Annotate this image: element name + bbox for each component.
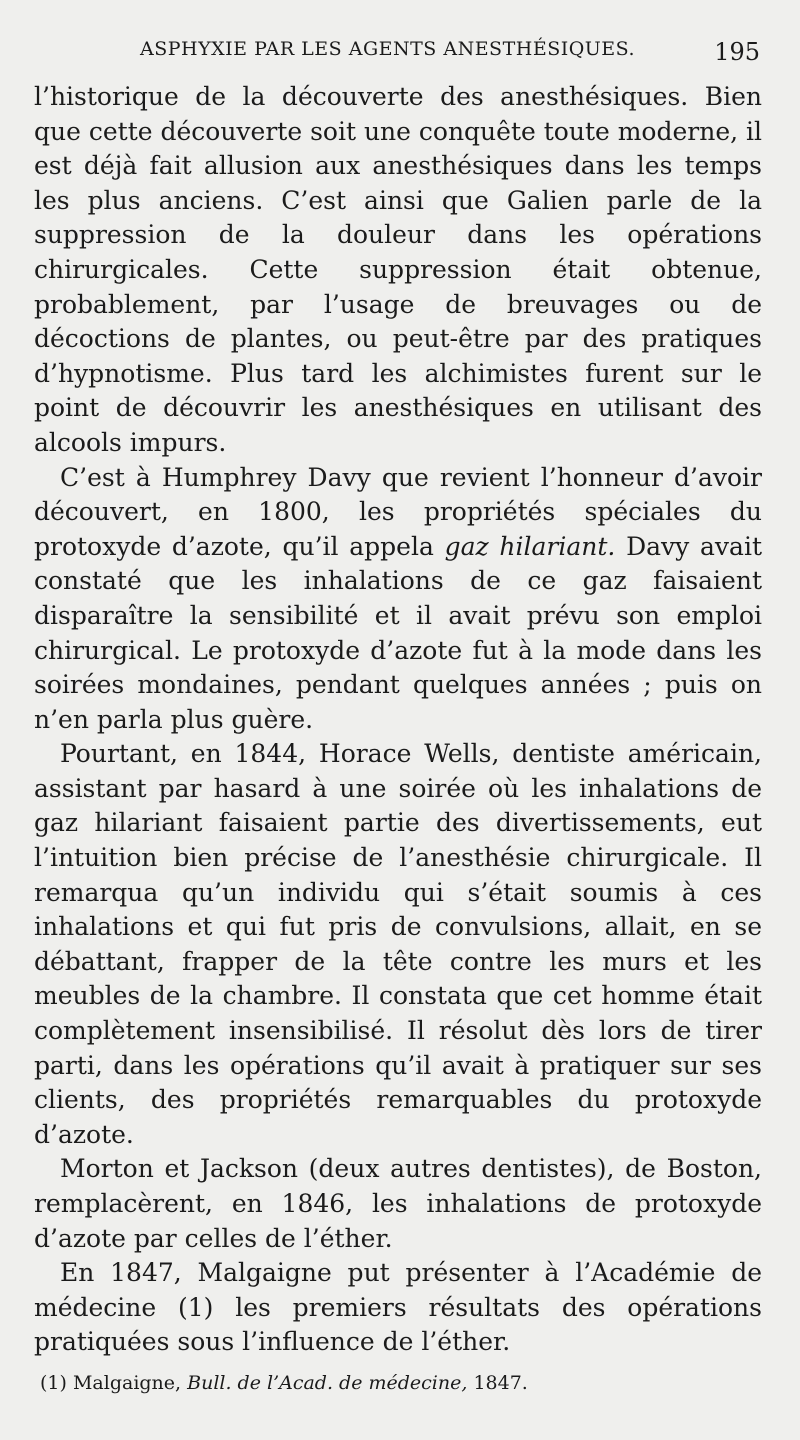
running-header: [0, 30, 800, 80]
paragraph-history: l’historique de la découverte des anesthésiques. Bien que cette découverte soit une conquête toute moderne, il est déjà fait allusion aux anesthésiques dans les temps les plus anciens. C’est ainsi que Galien parle de la suppression de la douleur dans les opérations chirurgicales. Cette suppression était obtenue, probablement, par l’usage de breuvages ou de décoctions de plantes, ou peut-être par des pratiques d’hypnotisme. Plus tard les alchimistes furent sur le point de découvrir les anesthésiques en utilisant des alcools impurs.: [34, 82, 763, 457]
paragraph-davy-end: Davy avait constaté que les inhalations de ce gaz faisaient disparaître la sensibilité et il avait prévu son emploi chirurgical. Le protoxyde d’azote fut à la mode dans les soirées mondaines, pendant quelques années ; puis on n’en parla plus guère.: [34, 531, 762, 734]
paragraph-davy: [34, 461, 762, 738]
italic-term: gaz hilariant.: [444, 531, 616, 561]
footnote-year: 1847.: [473, 1372, 528, 1394]
footnote-author: Malgaigne,: [72, 1372, 182, 1394]
page-number: 195: [714, 38, 760, 66]
running-title: ASPHYXIE PAR LES AGENTS ANESTHÉSIQUES.: [140, 38, 636, 60]
footnote: [40, 1370, 760, 1396]
footnote-journal: Bull. de l’Acad. de médecine,: [187, 1372, 468, 1394]
paragraph-wells: Pourtant, en 1844, Horace Wells, dentiste américain, assistant par hasard à une soirée où les inhalations de gaz hilariant faisaient partie des divertissements, eut l’intuition bien précise de l’anesthésie chirurgicale. Il remarqua qu’un individu qui s’était soumis à ces inhalations et qui fut pris de convulsions, allait, en se débattant, frapper de la tête contre les murs et les meubles de la chambre. Il constata que cet homme était complètement insensibilisé. Il résolut dès lors de tirer parti, dans les opérations qu’il avait à pratiquer sur ses clients, des propriétés remarquables du protoxyde d’azote.: [34, 739, 762, 1149]
paragraph-davy-start: C’est à Humphrey Davy que revient l’honneur d’avoir découvert, en 1800, les propriétés spéciales du protoxyde d’azote, qu’il appela: [34, 462, 762, 561]
footnote-marker: (1): [40, 1372, 67, 1394]
body-text: [34, 80, 762, 1360]
paragraph-morton-jackson: Morton et Jackson (deux autres dentistes), de Boston, remplacèrent, en 1846, les inhalations de protoxyde d’azote par celles de l’éther.: [34, 1154, 762, 1253]
paragraph-malgaigne: En 1847, Malgaigne put présenter à l’Académie de médecine (1) les premiers résultats des opérations pratiquées sous l’influence de l’éther.: [34, 1258, 762, 1357]
